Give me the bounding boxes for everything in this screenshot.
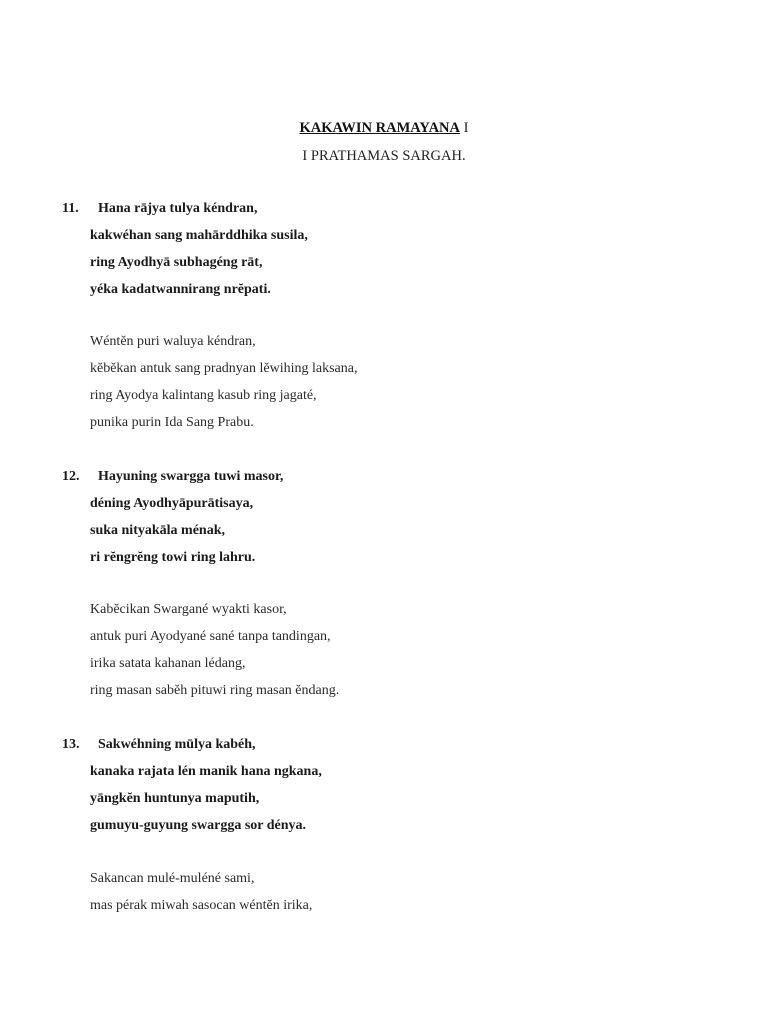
kawi-line: Sakwéhning mūlya kabéh, bbox=[98, 737, 256, 752]
translation-line: Sakancan mulé-muléné sami, bbox=[90, 871, 255, 886]
kawi-line: kakwéhan sang mahārddhika susila, bbox=[90, 228, 308, 243]
stanza-number: 11. bbox=[62, 201, 79, 216]
kawi-line: kanaka rajata lén manik hana ngkana, bbox=[90, 764, 322, 779]
kawi-line: suka nityakāla ménak, bbox=[90, 523, 225, 538]
title-main: KAKAWIN RAMAYANA bbox=[299, 120, 460, 136]
stanza-number: 12. bbox=[62, 469, 80, 484]
translation-line: irika satata kahanan lédang, bbox=[90, 656, 246, 671]
translation-line: punika purin Ida Sang Prabu. bbox=[90, 415, 254, 430]
kawi-line: Hana rājya tulya kéndran, bbox=[98, 201, 258, 216]
translation-line: Wéntĕn puri waluya kéndran, bbox=[90, 334, 256, 349]
kawi-line: yāngkĕn huntunya maputih, bbox=[90, 791, 260, 806]
translation-line: antuk puri Ayodyané sané tanpa tandingan, bbox=[90, 629, 331, 644]
kawi-line: ring Ayodhyā subhagéng rāt, bbox=[90, 255, 263, 270]
title-suffix: I bbox=[463, 120, 469, 136]
stanza-number: 13. bbox=[62, 737, 80, 752]
translation-line: kĕbĕkan antuk sang pradnyan lĕwihing laksana, bbox=[90, 361, 358, 376]
document-title bbox=[0, 120, 768, 137]
translation-line: ring Ayodya kalintang kasub ring jagaté, bbox=[90, 388, 317, 403]
translation-line: mas pérak miwah sasocan wéntĕn irika, bbox=[90, 898, 313, 913]
translation-line: Kabĕcikan Swargané wyakti kasor, bbox=[90, 602, 287, 617]
kawi-line: ri rĕngrĕng towi ring lahru. bbox=[90, 550, 256, 565]
kawi-line: déning Ayodhyāpurātisaya, bbox=[90, 496, 254, 511]
document-subtitle: I PRATHAMAS SARGAH. bbox=[302, 148, 466, 164]
kawi-line: Hayuning swargga tuwi masor, bbox=[98, 469, 284, 484]
translation-line: ring masan sabĕh pituwi ring masan ĕndang. bbox=[90, 683, 340, 698]
kawi-line: gumuyu-guyung swargga sor dénya. bbox=[90, 818, 307, 833]
kawi-line: yéka kadatwannirang nrĕpati. bbox=[90, 282, 271, 297]
